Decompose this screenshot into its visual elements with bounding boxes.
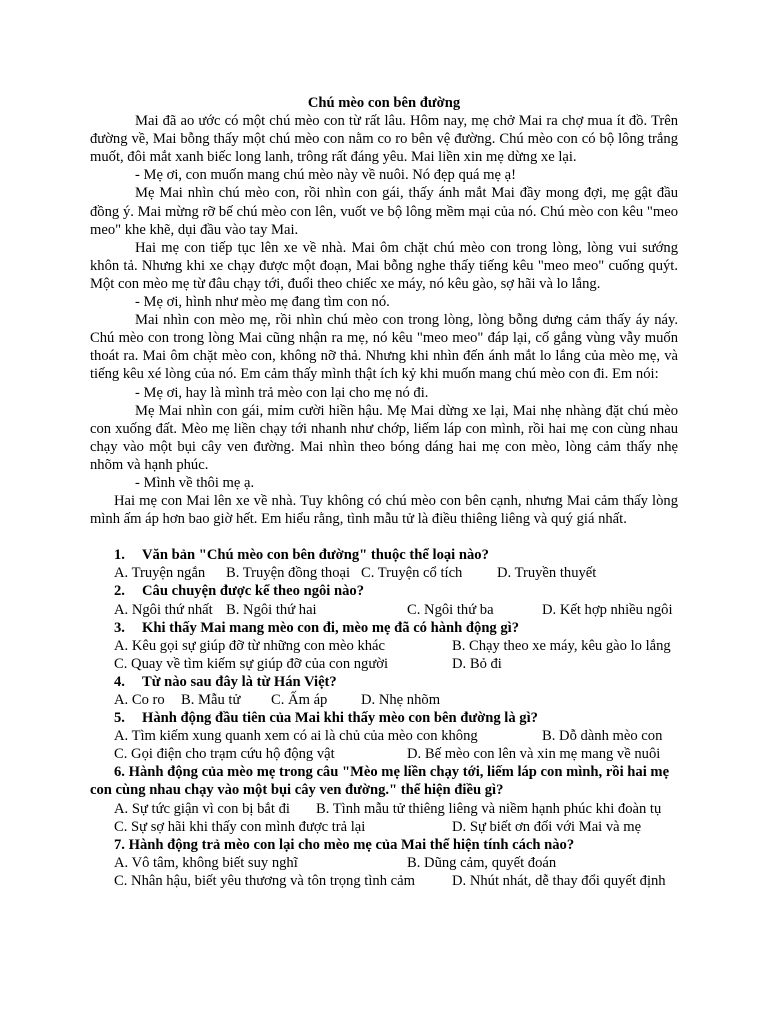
option-c: C. Nhân hậu, biết yêu thương và tôn trọng tình cảm: [114, 872, 415, 889]
question-3: [90, 619, 678, 637]
options-row: [90, 564, 678, 582]
option-a: A. Tìm kiếm xung quanh xem có ai là chủ của mèo con không: [114, 728, 478, 745]
option-d: D. Bế mèo con lên và xin mẹ mang về nuôi: [407, 746, 661, 763]
question-number: 3.: [114, 619, 125, 636]
option-a: A. Ngôi thứ nhất: [114, 601, 213, 618]
question-number: 2.: [114, 583, 125, 600]
question-text: Câu chuyện được kể theo ngôi nào?: [142, 583, 364, 600]
question-number: 4.: [114, 673, 125, 690]
question-1: [90, 546, 678, 564]
question-7: [90, 836, 678, 854]
option-d: D. Kết hợp nhiều ngôi: [542, 601, 673, 618]
story-paragraph: Mẹ Mai nhìn con gái, mỉm cười hiền hậu. Mẹ Mai dừng xe lại, Mai nhẹ nhàng đặt chú mèo con xuống đất. Mèo mẹ liền chạy tới nhanh như chớp, liếm láp con mình, rồi hai mẹ con cùng nhau chạy vào một bụi cây ven đường. Mai nhìn theo bóng dáng hai mẹ con mèo, lòng cảm thấy nhẹ nhõm và hạnh phúc.: [90, 402, 678, 473]
option-a: A. Sự tức giận vì con bị bắt đi: [114, 800, 290, 817]
options-row: [90, 872, 678, 890]
story-paragraph: Mai nhìn con mèo mẹ, rồi nhìn chú mèo con trong lòng, lòng bỗng dưng cảm thấy áy náy. Chú mèo con trong lòng Mai cũng nhận ra mẹ, nó kêu "meo meo" đáp lại, cố gắng vùng vẫy muốn thoát ra. Mai ôm chặt mèo con, không nỡ thả. Nhưng khi nhìn đến ánh mắt lo lắng của mèo mẹ, và tiếng kêu xé lòng của nó. Em cảm thấy mình thật ích kỷ khi muốn mang chú mèo con đi. Em nói:: [90, 312, 678, 383]
question-number: 7.: [114, 836, 125, 853]
option-a: A. Vô tâm, không biết suy nghĩ: [114, 854, 298, 871]
story-paragraph: Hai mẹ con Mai lên xe về nhà. Tuy không có chú mèo con bên cạnh, nhưng Mai cảm thấy lòng mình ấm áp hơn bao giờ hết. Em hiểu rằng, tình mẫu tử là điều thiêng liêng và quý giá nhất.: [90, 493, 678, 528]
option-b: B. Truyện đồng thoại: [226, 565, 351, 582]
question-text: Từ nào sau đây là từ Hán Việt?: [142, 673, 337, 690]
option-d: D. Nhút nhát, dễ thay đổi quyết định: [452, 872, 666, 889]
question-text: Khi thấy Mai mang mèo con đi, mèo mẹ đã có hành động gì?: [142, 619, 520, 636]
options-row: [90, 854, 678, 872]
question-5: [90, 709, 678, 727]
option-b: B. Dũng cảm, quyết đoán: [407, 854, 557, 871]
options-row: [90, 818, 678, 836]
options-row: [90, 601, 678, 619]
option-c: C. Sự sợ hãi khi thấy con mình được trả lại: [114, 818, 366, 835]
option-b: B. Tình mẫu tử thiêng liêng và niềm hạnh phúc khi đoàn tụ: [316, 800, 662, 817]
option-a: A. Co ro: [114, 692, 165, 708]
question-text: Hành động đầu tiên của Mai khi thấy mèo con bên đường là gì?: [142, 710, 538, 727]
question-text: Hành động của mèo mẹ trong câu "Mèo mẹ liền chạy tới, liếm láp con mình, rồi hai mẹ con cùng nhau chạy vào một bụi cây ven đường." thể hiện điều gì?: [90, 764, 670, 799]
option-d: D. Nhẹ nhõm: [361, 692, 441, 708]
option-b: B. Dỗ dành mèo con: [542, 728, 663, 745]
option-d: D. Truyền thuyết: [497, 565, 597, 582]
story-paragraph: Hai mẹ con tiếp tục lên xe về nhà. Mai ôm chặt chú mèo con trong lòng, lòng vui sướng khôn tả. Nhưng khi xe chạy được một đoạn, Mai bỗng nghe thấy tiếng kêu "meo meo" cuống quýt. Một con mèo mẹ từ đâu chạy tới, đuổi theo chiếc xe máy, nó kêu gào, sợ hãi và lo lắng.: [90, 239, 678, 292]
option-c: C. Gọi điện cho trạm cứu hộ động vật: [114, 746, 335, 763]
options-row: [90, 727, 678, 745]
dialogue-line: - Mẹ ơi, hình như mèo mẹ đang tìm con nó.: [135, 294, 390, 311]
story-paragraph: Mai đã ao ước có một chú mèo con từ rất lâu. Hôm nay, mẹ chở Mai ra chợ mua ít đồ. Trên đường về, Mai bỗng thấy một chú mèo con nằm co ro bên vệ đường. Chú mèo con có bộ lông trắng muốt, đôi mắt xanh biếc long lanh, trông rất đáng yêu. Mai liền xin mẹ dừng xe lại.: [90, 113, 678, 166]
option-c: C. Ngôi thứ ba: [407, 601, 494, 618]
options-row: [90, 745, 678, 763]
options-row: [90, 655, 678, 673]
question-number: 1.: [114, 547, 125, 564]
options-row: [90, 691, 678, 709]
option-c: C. Truyện cổ tích: [361, 565, 463, 582]
option-c: C. Quay về tìm kiếm sự giúp đỡ của con người: [114, 655, 389, 672]
story-paragraph: Mẹ Mai nhìn chú mèo con, rồi nhìn con gái, thấy ánh mắt Mai đầy mong đợi, mẹ gật đầu đồng ý. Mai mừng rỡ bế chú mèo con lên, vuốt ve bộ lông mềm mại của nó. Chú mèo con kêu "meo meo" khe khẽ, dụi đầu vào tay Mai.: [90, 185, 678, 238]
dialogue-line: - Mẹ ơi, con muốn mang chú mèo này về nuôi. Nó đẹp quá mẹ ạ!: [135, 167, 516, 184]
option-b: B. Ngôi thứ hai: [226, 601, 317, 618]
question-number: 6.: [114, 764, 125, 781]
question-4: [90, 673, 678, 691]
section-spacer: [90, 528, 678, 546]
option-c: C. Ấm áp: [271, 692, 328, 708]
option-b: B. Chạy theo xe máy, kêu gào lo lắng: [452, 637, 671, 654]
option-d: D. Sự biết ơn đối với Mai và mẹ: [452, 818, 642, 835]
options-row: [90, 800, 678, 818]
question-6: [90, 763, 678, 799]
dialogue-line: - Mẹ ơi, hay là mình trả mèo con lại cho mẹ nó đi.: [135, 384, 429, 401]
option-d: D. Bỏ đi: [452, 655, 502, 672]
dialogue-line: - Mình về thôi mẹ ạ.: [135, 474, 255, 491]
options-row: [90, 637, 678, 655]
question-2: [90, 582, 678, 600]
option-a: A. Kêu gọi sự giúp đỡ từ những con mèo khác: [114, 637, 385, 654]
question-number: 5.: [114, 710, 125, 727]
document-content: [90, 94, 678, 890]
option-a: A. Truyện ngắn: [114, 565, 206, 582]
story-title: Chú mèo con bên đường: [307, 95, 461, 111]
question-text: Văn bản "Chú mèo con bên đường" thuộc thể loại nào?: [142, 547, 489, 564]
option-b: B. Mẫu tử: [181, 692, 241, 708]
question-text: Hành động trả mèo con lại cho mèo mẹ của Mai thể hiện tính cách nào?: [128, 836, 575, 853]
